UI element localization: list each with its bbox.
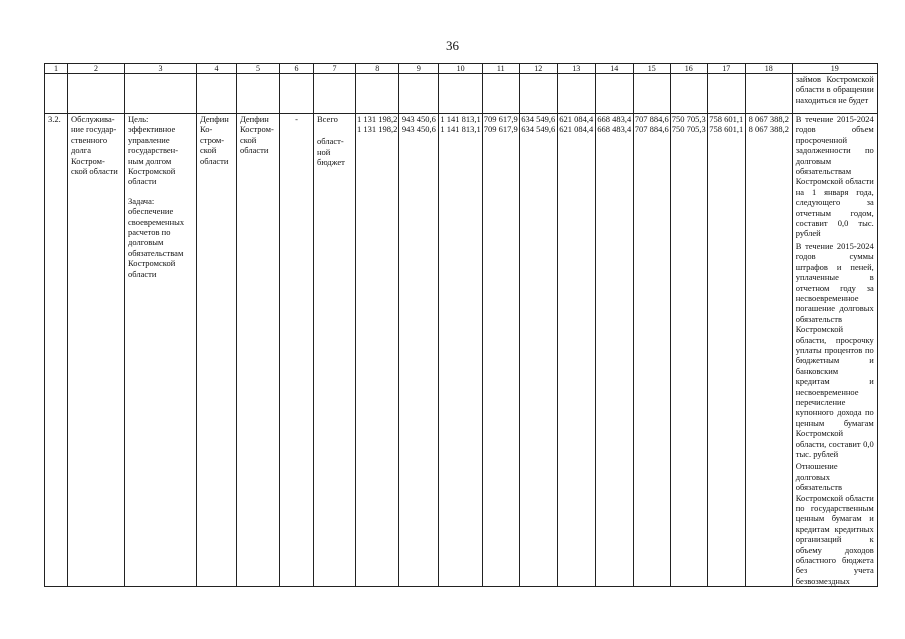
value-cell xyxy=(399,114,439,587)
value-total: 668 483,4 xyxy=(597,114,632,124)
indicator-2: В течение 2015-2024 годов суммы штрафов и пеней, уплаченные в отчетном году за несвоевременное погашение долговых обязательств Костромской области, просрочку уплаты процентов по бюджетным и банковским кредитам и несвоевременное перечисление купонного дохода по ценным бумагам Костромской области, составит 0,0 тыс. рублей xyxy=(795,240,874,459)
col-header: 7 xyxy=(314,64,356,74)
value-cell xyxy=(745,114,792,587)
value-cell xyxy=(482,114,519,587)
value-regional: 634 549,6 xyxy=(521,124,556,135)
value-total: 621 084,4 xyxy=(559,114,594,124)
value-cell xyxy=(633,114,670,587)
executor: Депфин Ко-стром-ской области xyxy=(197,114,237,587)
col6-dash: - xyxy=(280,114,314,587)
value-cell xyxy=(670,114,707,587)
col-header: 8 xyxy=(356,64,399,74)
col-header: 10 xyxy=(439,64,482,74)
col-header: 19 xyxy=(792,64,877,74)
value-total: 707 884,6 xyxy=(634,114,669,124)
value-regional: 709 617,9 xyxy=(483,124,518,135)
value-total: 709 617,9 xyxy=(483,114,518,124)
col-header: 14 xyxy=(595,64,633,74)
value-regional: 621 084,4 xyxy=(559,124,594,135)
coexecutor: Депфин Костром-ской области xyxy=(237,114,280,587)
event-name: Обслужива-ние государ-ственного долга Костром-ской области xyxy=(68,114,125,587)
value-regional: 1 141 813,1 xyxy=(440,124,481,135)
task-text: Задача: обеспечение своевременных расчетов по долговым обязательствам Костромской области xyxy=(128,195,185,279)
source-total: Всего xyxy=(317,114,338,124)
indicators-cell xyxy=(792,114,877,587)
value-cell xyxy=(595,114,633,587)
table-row xyxy=(45,114,878,587)
col-header: 15 xyxy=(633,64,670,74)
col-header: 13 xyxy=(557,64,595,74)
value-cell xyxy=(439,114,482,587)
value-cell xyxy=(356,114,399,587)
goal-text: Цель: эффективное управление государствен-ным долгом Костромской области xyxy=(128,114,179,187)
value-total: 943 450,6 xyxy=(401,114,436,124)
col-header: 1 xyxy=(45,64,68,74)
col-header: 17 xyxy=(707,64,745,74)
value-total: 1 131 198,2 xyxy=(357,114,398,124)
col-header: 12 xyxy=(519,64,557,74)
continuation-text: займов Костромской области в обращении находиться не будет xyxy=(792,74,877,114)
program-table xyxy=(44,63,878,587)
value-regional: 943 450,6 xyxy=(401,124,436,135)
value-regional: 8 067 388,2 xyxy=(748,124,789,135)
header-row xyxy=(45,64,878,74)
indicator-3: Отношение долговых обязательств Костромской области по государственным ценным бумагам и кредитам кредитных организаций к объему доходов областного бюджета без учета безвозмездных xyxy=(795,461,874,586)
indicator-1: В течение 2015-2024 годов объем просроченной задолженности по долговым обязательствам Костромской области на 1 января года, следующего за отчетным годом, составит 0,0 тыс. рублей xyxy=(795,114,874,239)
continuation-row xyxy=(45,74,878,114)
col-header: 6 xyxy=(280,64,314,74)
value-regional: 668 483,4 xyxy=(597,124,632,135)
col-header: 3 xyxy=(125,64,197,74)
col-header: 11 xyxy=(482,64,519,74)
value-regional: 1 131 198,2 xyxy=(357,124,398,135)
value-regional: 707 884,6 xyxy=(634,124,669,135)
col-header: 2 xyxy=(68,64,125,74)
col-header: 16 xyxy=(670,64,707,74)
value-regional: 750 705,3 xyxy=(671,124,706,135)
value-total: 8 067 388,2 xyxy=(748,114,789,124)
value-cell xyxy=(519,114,557,587)
col-header: 5 xyxy=(237,64,280,74)
value-total: 634 549,6 xyxy=(521,114,556,124)
row-number: 3.2. xyxy=(45,114,68,587)
value-cell xyxy=(557,114,595,587)
page-number: 36 xyxy=(446,38,459,53)
value-regional: 758 601,1 xyxy=(709,124,744,135)
goal-task-cell xyxy=(125,114,197,587)
source-regional: област-ной бюджет xyxy=(317,136,345,168)
value-total: 1 141 813,1 xyxy=(440,114,481,124)
col-header: 4 xyxy=(197,64,237,74)
value-total: 758 601,1 xyxy=(709,114,744,124)
funding-source-cell xyxy=(314,114,356,587)
value-total: 750 705,3 xyxy=(671,114,706,124)
col-header: 18 xyxy=(745,64,792,74)
value-cell xyxy=(707,114,745,587)
col-header: 9 xyxy=(399,64,439,74)
